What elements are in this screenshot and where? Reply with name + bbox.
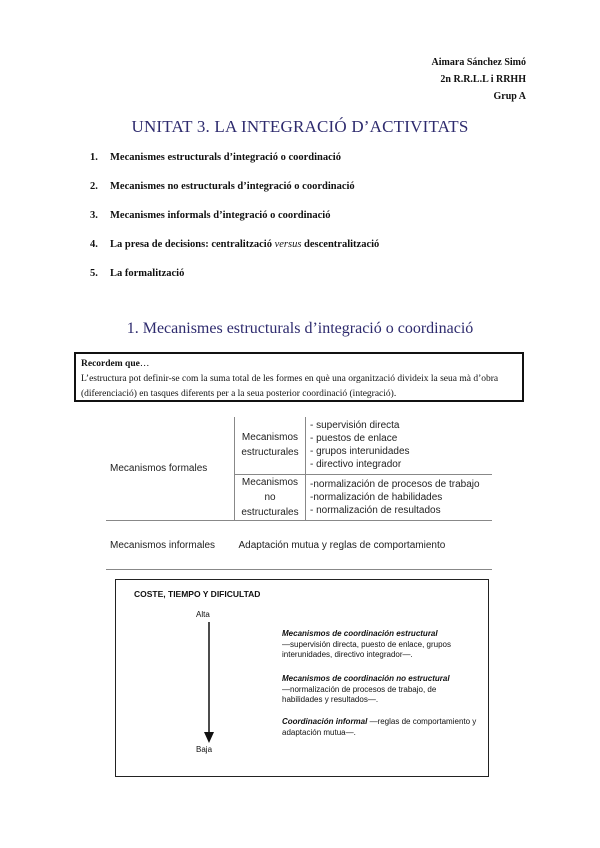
recordem-body: L’estructura pot definir-se com la suma total de les formes en què una organització divideix la seua mà d’obra (diferenciació) en tasques diferents per a la seua posterior coordinació (integració). <box>81 374 499 399</box>
toc-text: Mecanismes informals d’integració o coordinació <box>110 210 331 221</box>
toc-item <box>90 210 379 239</box>
toc-item <box>90 181 379 210</box>
figure-title: COSTE, TIEMPO Y DIFICULTAD <box>134 589 261 599</box>
recordem-box <box>74 352 524 402</box>
list-item: - directivo integrador <box>310 459 402 471</box>
author-block <box>432 54 526 105</box>
toc-item <box>90 268 379 297</box>
toc-text: La presa de decisions: centralització versus descentralització <box>110 239 380 250</box>
toc-number: 1. <box>90 152 98 163</box>
toc-number: 5. <box>90 268 98 279</box>
recordem-ellipsis: … <box>139 359 150 369</box>
author-course: 2n R.R.L.L i RRHH <box>440 74 526 85</box>
no-estructurales-list <box>306 474 493 520</box>
informales-text: Adaptación mutua y reglas de comportamiento <box>235 521 493 570</box>
alta-label: Alta <box>196 610 210 619</box>
page-title: UNITAT 3. LA INTEGRACIÓ D’ACTIVITATS <box>131 117 469 136</box>
list-item: -normalización de habilidades <box>310 491 443 503</box>
toc-text: La formalització <box>110 268 185 279</box>
figure-block <box>282 629 477 661</box>
figure-block <box>282 717 477 738</box>
list-item: - supervisión directa <box>310 420 400 432</box>
author-group: Grup A <box>493 91 526 102</box>
estructurales-label: Mecanismos estructurales <box>235 417 306 474</box>
block-heading: Mecanismos de coordinación no estructural <box>282 674 450 683</box>
baja-label: Baja <box>196 745 213 754</box>
toc-text: Mecanismes estructurals d’integració o coordinació <box>110 152 341 163</box>
down-arrow-icon <box>203 622 215 744</box>
table-of-contents <box>90 152 379 297</box>
section-heading: 1. Mecanismes estructurals d’integració o coordinació <box>126 320 474 337</box>
block-heading: Coordinación informal <box>282 717 368 726</box>
toc-number: 2. <box>90 181 98 192</box>
author-name: Aimara Sánchez Simó <box>431 57 526 68</box>
recordem-label: Recordem que <box>81 359 140 369</box>
no-estructurales-label: Mecanismos no estructurales <box>235 474 306 520</box>
list-item: - normalización de resultados <box>310 504 441 516</box>
coordination-figure <box>115 579 489 777</box>
informales-label: Mecanismos informales <box>106 521 235 570</box>
list-item: -normalización de procesos de trabajo <box>310 478 480 490</box>
toc-number: 3. <box>90 210 98 221</box>
list-item: - puestos de enlace <box>310 433 398 445</box>
figure-block <box>282 674 477 706</box>
block-text: —normalización de procesos de trabajo, de habilidades y resultados—. <box>282 684 437 704</box>
toc-number: 4. <box>90 239 98 250</box>
toc-item <box>90 239 379 268</box>
formales-label: Mecanismos formales <box>106 417 235 521</box>
estructurales-list <box>306 417 493 474</box>
block-text: —supervisión directa, puesto de enlace, grupos interunidades, directivo integrador—. <box>282 639 451 659</box>
block-heading: Mecanismos de coordinación estructural <box>282 629 438 638</box>
mechanisms-table <box>106 417 492 570</box>
toc-italic-word: versus <box>274 239 302 250</box>
toc-text: Mecanismes no estructurals d’integració o coordinació <box>110 181 355 192</box>
list-item: - grupos interunidades <box>310 446 410 458</box>
block-text: —reglas de comportamiento y adaptación mutua—. <box>282 717 477 737</box>
toc-item <box>90 152 379 181</box>
